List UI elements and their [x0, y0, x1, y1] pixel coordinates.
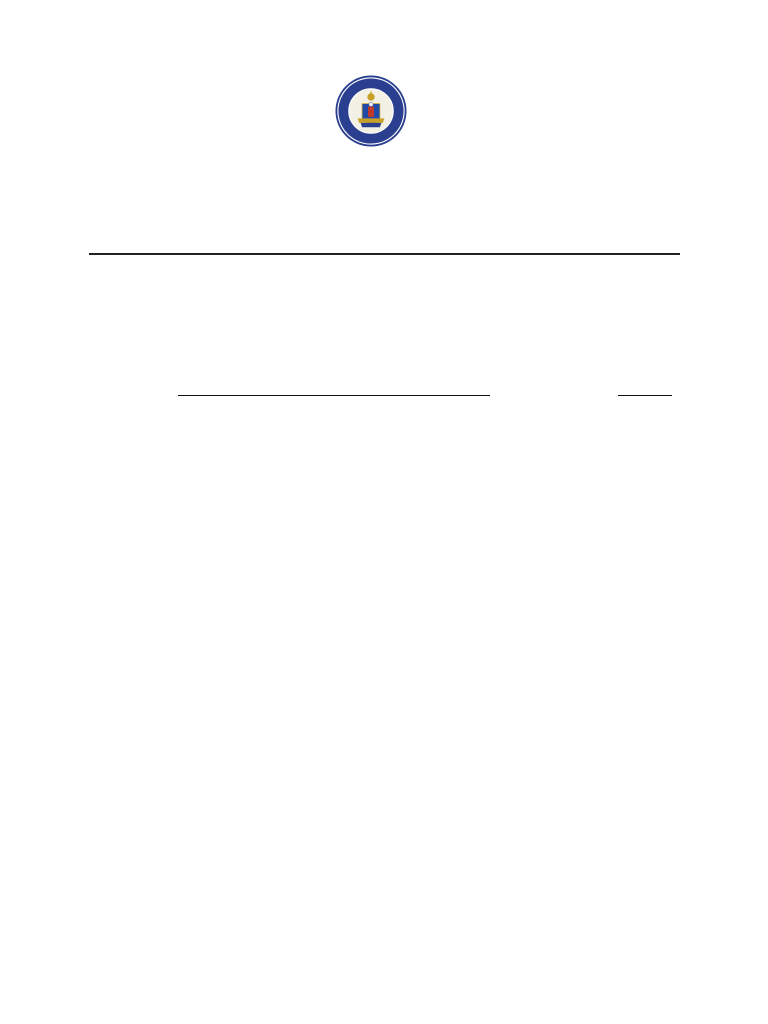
- choice-c[interactable]: [158, 524, 680, 546]
- choice-b[interactable]: [158, 502, 680, 524]
- header-divider: [89, 253, 680, 255]
- choice-a[interactable]: [158, 696, 680, 718]
- name-blank[interactable]: [178, 395, 490, 396]
- student-info-row: [90, 378, 681, 400]
- choice-list: [158, 480, 680, 568]
- choice-d[interactable]: [158, 546, 680, 568]
- choice-list: [158, 696, 680, 718]
- deped-seal: [334, 74, 408, 148]
- score-blank[interactable]: [618, 395, 672, 396]
- question-2: [110, 696, 680, 718]
- question-1: [110, 480, 680, 568]
- choice-a[interactable]: [158, 480, 680, 502]
